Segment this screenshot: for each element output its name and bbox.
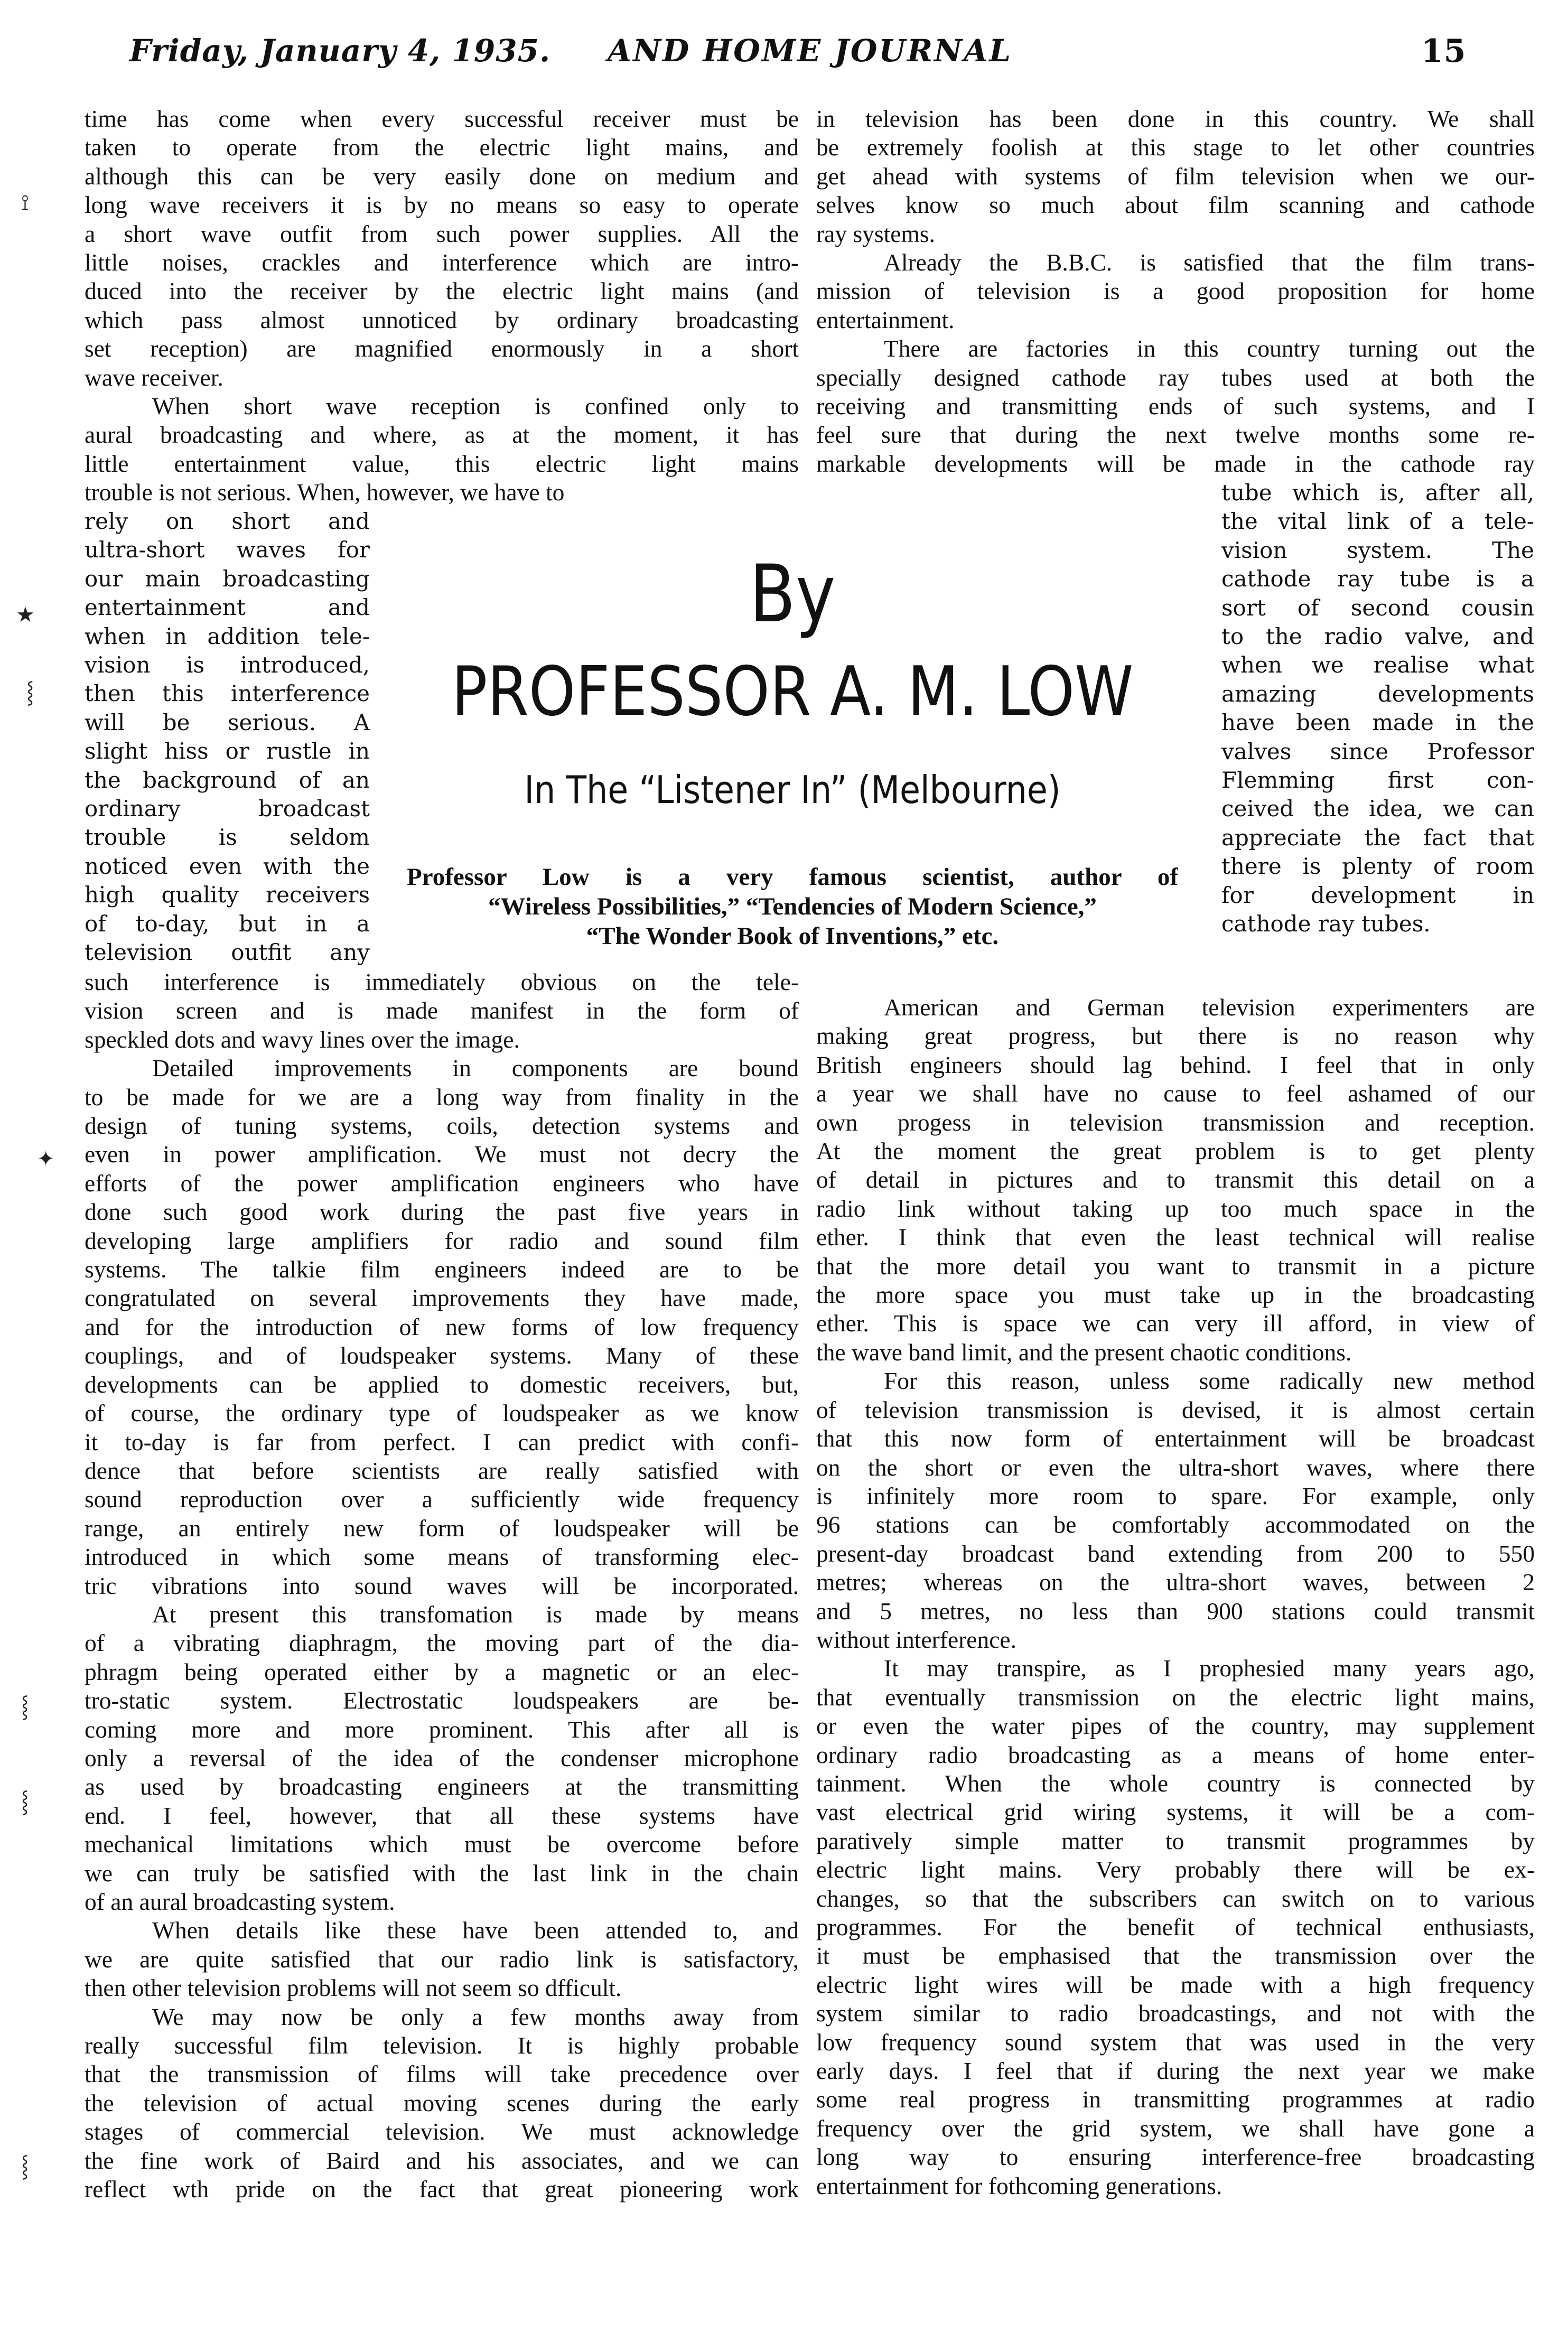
text-line: be extremely foolish at this stage to let other countries [816, 134, 1535, 161]
text-line: ordinary broadcast [85, 796, 370, 822]
text-line: vision system. The [1221, 537, 1534, 563]
margin-mark: ⸾ [21, 1789, 29, 1813]
blurb-line: “Wireless Possibilities,” “Tendencies of Modern Science,” [488, 893, 1097, 920]
text-line: mission of television is a good proposition for home [816, 277, 1535, 305]
text-line: which pass almost unnoticed by ordinary broadcasting [85, 306, 799, 333]
text-line: paratively simple matter to transmit programmes by [816, 1827, 1535, 1854]
text-line: in television has been done in this country. We shall [816, 105, 1535, 132]
text-line: little noises, crackles and interference which are intro- [85, 249, 799, 276]
right-column-top [816, 105, 1535, 478]
text-line: tainment. When the whole country is connected by [816, 1769, 1535, 1797]
publication-title: AND HOME JOURNAL [608, 33, 1012, 69]
text-line: of to-day, but in a [85, 910, 370, 937]
page-date: Friday, January 4, 1935. [129, 33, 551, 69]
text-line: have been made in the [1221, 710, 1534, 736]
text-line: couplings, and of loudspeaker systems. Many of these [85, 1342, 799, 1369]
text-line: feel sure that during the next twelve months some re- [816, 421, 1535, 449]
text-line: When short wave reception is confined only to [152, 393, 799, 420]
text-line: systems. The talkie film engineers indeed are to be [85, 1256, 799, 1283]
text-line: markable developments will be made in the cathode ray [816, 450, 1535, 477]
text-line: sound reproduction over a sufficiently wide frequency [85, 1486, 799, 1513]
text-line: done such good work during the past five years in [85, 1198, 799, 1226]
text-line: television outfit any [85, 939, 370, 966]
text-line: taken to operate from the electric light mains, and [85, 134, 799, 161]
text-line: set reception) are magnified enormously in a short [85, 335, 799, 362]
text-line: entertainment for fothcoming generations. [816, 2172, 1222, 2199]
margin-mark: ✦ [37, 1147, 55, 1171]
right-column-bottom [816, 993, 1535, 2200]
text-line: a short wave outfit from such power supplies. All the [85, 220, 799, 247]
text-line: aural broadcasting and where, as at the moment, it has [85, 421, 799, 449]
text-line: or even the water pipes of the country, may supplement [816, 1712, 1535, 1740]
text-line: own progess in television transmission and reception. [816, 1108, 1535, 1136]
text-line: developing large amplifiers for radio and sound film [85, 1227, 799, 1254]
text-line: efforts of the power amplification engineers who have [85, 1169, 799, 1197]
text-line: dence that before scientists are really satisfied with [85, 1457, 799, 1484]
text-line: high quality receivers [85, 882, 370, 908]
text-line: to the radio valve, and [1221, 623, 1534, 650]
left-column-top [85, 105, 799, 507]
text-line: little entertainment value, this electric light mains [85, 450, 799, 477]
text-line: get ahead with systems of film television when we our- [816, 162, 1535, 190]
text-line: that the transmission of films will take precedence over [85, 2060, 799, 2088]
margin-mark: ⸾ [21, 2154, 29, 2178]
text-line: system similar to radio broadcastings, and not with the [816, 2000, 1535, 2027]
text-line: receiving and transmitting ends of such systems, and I [816, 393, 1535, 420]
text-line: stages of commercial television. We must acknowledge [85, 2118, 799, 2145]
text-line: such interference is immediately obvious on the tele- [85, 968, 799, 995]
text-line: tube which is, after all, [1221, 480, 1534, 506]
text-line: We may now be only a few months away from [152, 2003, 799, 2030]
text-line: long way to ensuring interference-free broadcasting [816, 2143, 1535, 2171]
text-line: It may transpire, as I prophesied many years ago, [884, 1655, 1535, 1682]
text-line: For this reason, unless some radically new method [884, 1367, 1535, 1395]
text-line: ultra-short waves for [85, 537, 370, 563]
text-line: Detailed improvements in components are bound [152, 1054, 799, 1082]
text-line: the fine work of Baird and his associates, and we can [85, 2147, 799, 2174]
text-line: congratulated on several improvements they have made, [85, 1284, 799, 1312]
text-line: 96 stations can be comfortably accommodated on the [816, 1511, 1535, 1538]
text-line: appreciate the fact that [1221, 824, 1534, 851]
text-line: to be made for we are a long way from finality in the [85, 1083, 799, 1110]
text-line: some real progress in transmitting programmes at radio [816, 2086, 1535, 2113]
text-line: vision is introduced, [85, 652, 370, 678]
text-line: electric light mains. Very probably there will be ex- [816, 1856, 1535, 1883]
text-line: long wave receivers it is by no means so easy to operate [85, 191, 799, 219]
text-line: of course, the ordinary type of loudspeaker as we know [85, 1399, 799, 1427]
text-line: although this can be very easily done on medium and [85, 162, 799, 190]
text-line: that the more detail you want to transmit in a picture [816, 1252, 1535, 1280]
text-line: of detail in pictures and to transmit this detail on a [816, 1166, 1535, 1193]
text-line: Flemming first con- [1221, 767, 1534, 794]
text-line: we are quite satisfied that our radio link is satisfactory, [85, 1945, 799, 1973]
text-line: reflect wth pride on the fact that great pioneering work [85, 2176, 799, 2203]
text-line: without interference. [816, 1626, 1016, 1653]
text-line: that this now form of entertainment will be broadcast [816, 1425, 1535, 1452]
text-line: making great progress, but there is no reason why [816, 1022, 1535, 1050]
text-line: electric light wires will be made with a high frequency [816, 1971, 1535, 1998]
text-line: end. I feel, however, that all these systems have [85, 1802, 799, 1829]
text-line: programmes. For the benefit of technical enthusiasts, [816, 1914, 1535, 1940]
text-line: trouble is not serious. When, however, we have to [85, 479, 565, 506]
text-line: Already the B.B.C. is satisfied that the film trans- [884, 249, 1535, 276]
byline-by: By [749, 548, 836, 640]
text-line: At present this transfomation is made by means [152, 1600, 799, 1628]
author-blurb [402, 862, 1183, 951]
text-line: is infinitely more room to spare. For example, only [816, 1482, 1535, 1509]
right-column-narrow [1221, 479, 1534, 939]
text-line: the vital link of a tele- [1221, 508, 1534, 535]
blurb-line: “The Wonder Book of Inventions,” etc. [586, 922, 999, 950]
text-line: duced into the receiver by the electric light mains (and [85, 277, 799, 305]
text-line: even in power amplification. We must not decry the [85, 1141, 799, 1168]
margin-mark: ★ [16, 603, 35, 627]
margin-mark: ⸾ [26, 680, 34, 704]
text-line: entertainment. [816, 306, 955, 333]
text-line: will be serious. A [85, 709, 370, 735]
text-line: introduced in which some means of transforming elec- [85, 1543, 799, 1571]
text-line: time has come when every successful receiver must be [85, 105, 799, 132]
text-line: design of tuning systems, coils, detection systems and [85, 1112, 799, 1140]
text-line: when in addition tele- [85, 623, 370, 649]
text-line: sort of second cousin [1221, 594, 1534, 621]
text-line: specially designed cathode ray tubes used at both the [816, 363, 1535, 391]
text-line: ether. This is space we can very ill afford, in view of [816, 1310, 1535, 1337]
text-line: present-day broadcast band extending from 200 to 550 [816, 1539, 1535, 1567]
text-line: At the moment the great problem is to get plenty [816, 1137, 1535, 1165]
text-line: ether. I think that even the least technical will realise [816, 1224, 1535, 1251]
text-line: cathode ray tubes. [1221, 911, 1431, 937]
text-line: British engineers should lag behind. I feel that in only [816, 1051, 1535, 1078]
text-line: the background of an [85, 767, 370, 793]
text-line: wave receiver. [85, 363, 223, 391]
text-line: frequency over the grid system, we shall have gone a [816, 2114, 1535, 2142]
text-line: phragm being operated either by a magnetic or an elec- [85, 1658, 799, 1685]
text-line: the wave band limit, and the present chaotic conditions. [816, 1338, 1352, 1366]
text-line: of an aural broadcasting system. [85, 1888, 395, 1915]
text-line: on the short or even the ultra-short waves, where there [816, 1453, 1535, 1481]
text-line: when we realise what [1221, 652, 1534, 678]
text-line: noticed even with the [85, 853, 370, 879]
text-line: that eventually transmission on the electric light mains, [816, 1683, 1535, 1711]
text-line: ordinary radio broadcasting as a means of home enter- [816, 1741, 1535, 1768]
text-line: we can truly be satisfied with the last link in the chain [85, 1859, 799, 1887]
text-line: range, an entirely new form of loudspeaker will be [85, 1514, 799, 1542]
author-name: PROFESSOR A. M. LOW [451, 652, 1134, 731]
text-line: and 5 metres, no less than 900 stations could transmit [816, 1597, 1535, 1625]
left-column-narrow [85, 507, 370, 967]
text-line: our main broadcasting [85, 565, 370, 592]
text-line: cathode ray tube is a [1221, 566, 1534, 592]
text-line: then this interference [85, 680, 370, 707]
text-line: entertainment and [85, 594, 370, 621]
text-line: it must be emphasised that the transmission over the [816, 1942, 1535, 1970]
text-line: only a reversal of the idea of the condenser microphone [85, 1744, 799, 1771]
text-line: radio link without taking up too much space in the [816, 1195, 1535, 1222]
blurb-line: Professor Low is a very famous scientist, author of [407, 863, 1178, 891]
text-line: changes, so that the subscribers can switch on to various [816, 1884, 1535, 1912]
text-line: of a vibrating diaphragm, the moving part of the dia- [85, 1629, 799, 1657]
text-line: developments can be applied to domestic receivers, but, [85, 1370, 799, 1398]
text-line: vast electrical grid wiring systems, it will be a com- [816, 1798, 1535, 1826]
text-line: rely on short and [85, 508, 370, 534]
margin-mark: ⟟ [21, 191, 29, 214]
text-line: trouble is seldom [85, 824, 370, 851]
page-number: 15 [1421, 33, 1467, 70]
text-line: a year we shall have no cause to feel ashamed of our [816, 1080, 1535, 1107]
text-line: selves know so much about film scanning and cathode [816, 191, 1535, 219]
source-credit: In The “Listener In” (Melbourne) [524, 768, 1061, 812]
article-byline [402, 549, 1183, 951]
text-line: of television transmission is devised, it is almost certain [816, 1396, 1535, 1423]
text-line: for development in [1221, 882, 1534, 908]
text-line: tric vibrations into sound waves will be incorporated. [85, 1572, 799, 1599]
text-line: slight hiss or rustle in [85, 738, 370, 764]
margin-mark: ⸾ [21, 1694, 29, 1718]
text-line: valves since Professor [1221, 738, 1534, 764]
text-line: There are factories in this country turning out the [884, 335, 1535, 362]
text-line: really successful film television. It is highly probable [85, 2032, 799, 2059]
text-line: metres; whereas on the ultra-short waves, between 2 [816, 1569, 1535, 1596]
text-line: ray systems. [816, 220, 935, 247]
text-line: as used by broadcasting engineers at the transmitting [85, 1773, 799, 1800]
text-line: ceived the idea, we can [1221, 796, 1534, 822]
text-line: When details like these have been attended to, and [152, 1917, 799, 1944]
text-line: low frequency sound system that was used in the very [816, 2028, 1535, 2056]
text-line: amazing developments [1221, 680, 1534, 707]
text-line: coming more and more prominent. This after all is [85, 1715, 799, 1743]
text-line: vision screen and is made manifest in the form of [85, 997, 799, 1024]
text-line: speckled dots and wavy lines over the image. [85, 1025, 520, 1053]
left-column-bottom [85, 968, 799, 2204]
text-line: the television of actual moving scenes during the early [85, 2089, 799, 2116]
text-line: then other television problems will not seem so dfficult. [85, 1974, 622, 2002]
text-line: tro-static system. Electrostatic loudspeakers are be- [85, 1687, 799, 1714]
text-line: American and German television experimenters are [884, 994, 1535, 1021]
text-line: it to-day is far from perfect. I can predict with confi- [85, 1428, 799, 1455]
text-line: early days. I feel that if during the next year we make [816, 2057, 1535, 2085]
text-line: mechanical limitations which must be overcome before [85, 1831, 799, 1858]
text-line: and for the introduction of new forms of low frequency [85, 1313, 799, 1340]
text-line: there is plenty of room [1221, 853, 1534, 880]
text-line: the more space you must take up in the broadcasting [816, 1281, 1535, 1309]
